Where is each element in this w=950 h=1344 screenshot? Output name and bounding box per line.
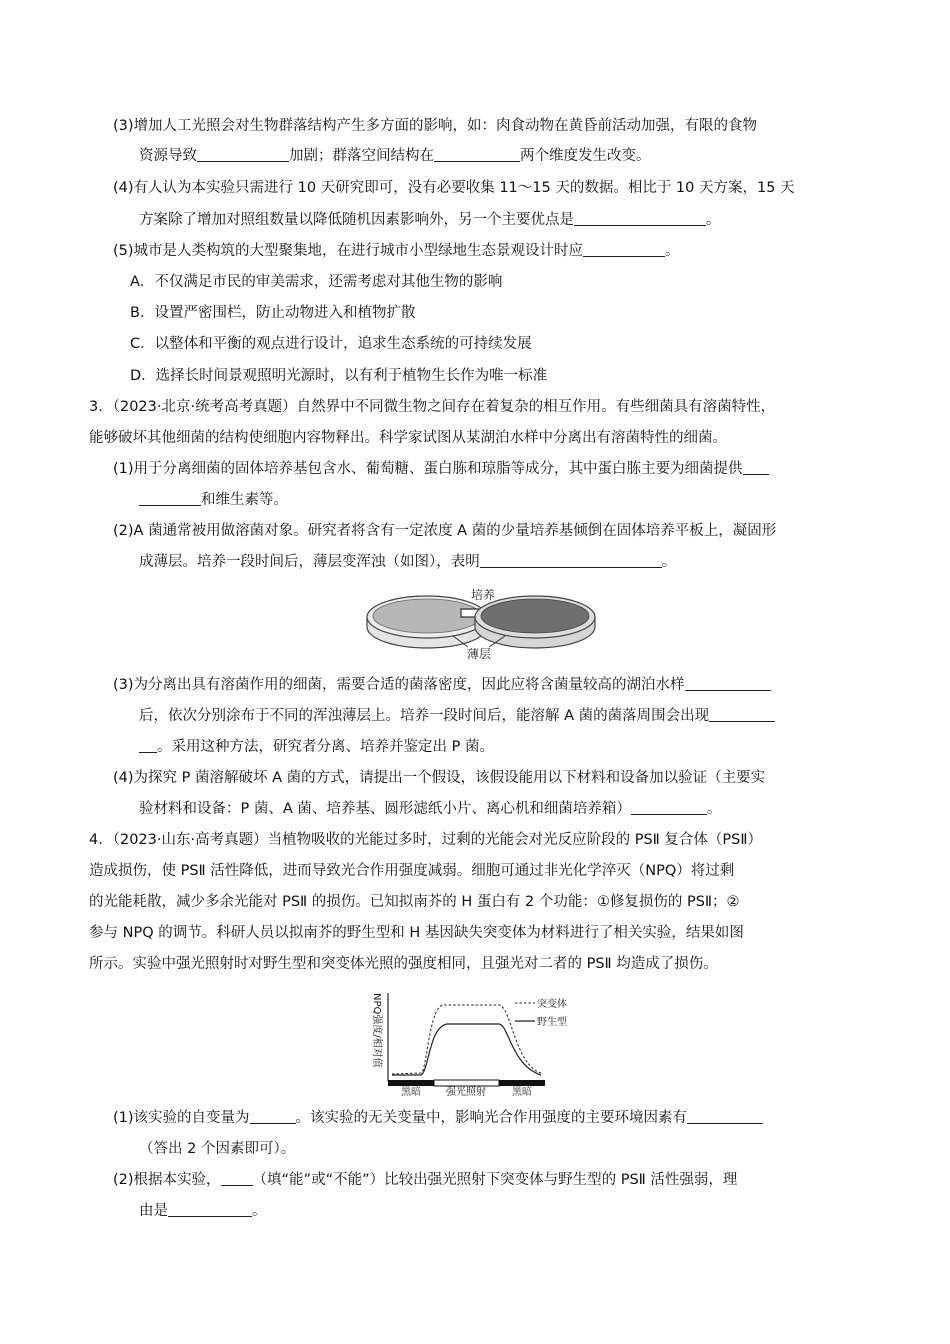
q4-sub2-text-d: 。 — [252, 1203, 267, 1219]
plate-after-culture — [475, 596, 595, 648]
q4-sub2-line2 — [139, 1201, 267, 1221]
q4-sub1-line1 — [113, 1108, 763, 1128]
plate-before-culture — [367, 596, 487, 648]
legend-wildtype-label: 野生型 — [537, 1017, 567, 1028]
q4-heading-line3: 的光能耗散，减少多余光能对 PSⅡ 的损伤。已知拟南芥的 H 蛋白有 2 个功能：①修复损伤的 PSⅡ；② — [89, 894, 740, 910]
q4-sub2-text-c: 由是 — [139, 1203, 168, 1219]
q2-sub3-text-b: 加剧；群落空间结构在 — [289, 148, 434, 164]
q3-heading-line1: 3．（2023·北京·统考高考真题）自然界中不同微生物之间存在着复杂的相互作用。有些细菌具有溶菌特性， — [89, 399, 776, 415]
q3-sub4-line2 — [139, 799, 721, 819]
q3-sub1-text-b: 和维生素等。 — [201, 492, 288, 508]
q3-sub4-text-a: 验材料和设备：P 菌、A 菌、培养基、圆形滤纸小片、离心机和细菌培养箱） — [139, 801, 631, 817]
q3-sub4-line1: (4)为探究 P 菌溶解破坏 A 菌的方式，请提出一个假设，该假设能用以下材料和设备加以验证（主要实 — [113, 770, 766, 786]
q2-sub3-answer-blank-2[interactable] — [434, 147, 520, 162]
q3-sub3-answer-blank-2b[interactable] — [139, 738, 157, 753]
q2-sub4-text-a: 方案除了增加对照组数量以降低随机因素影响外，另一个主要优点是 — [139, 212, 574, 228]
q3-sub3-text-b: 后，依次分别涂布于不同的浑浊薄层上。培养一段时间后，能溶解 A 菌的菌落周围会出现 — [139, 708, 710, 724]
q3-sub2-text-a: 成薄层。培养一段时间后，薄层变浑浊（如图），表明 — [139, 554, 480, 570]
q3-sub3-line1 — [113, 675, 771, 695]
q4-heading-line4: 参与 NPQ 的调节。科研人员以拟南芥的野生型和 H 基因缺失突变体为材料进行了相关实验，结果如图 — [89, 925, 744, 941]
q2-sub3-answer-blank-1[interactable] — [197, 147, 289, 162]
q2-sub5-text-b: 。 — [665, 243, 680, 259]
q2-sub4-answer-blank[interactable] — [574, 211, 706, 226]
y-axis-label: NPQ强度/相对值 — [371, 993, 382, 1068]
q4-sub2-answer-blank-1[interactable] — [221, 1171, 253, 1186]
q2-option-c[interactable]: C．以整体和平衡的观点进行设计，追求生态系统的可持续发展 — [130, 336, 532, 352]
q3-sub3-text-c: 。采用这种方法，研究者分离、培养并鉴定出 P 菌。 — [157, 739, 494, 755]
dark-period-bar-1 — [388, 1080, 434, 1086]
q2-sub3-text-c: 两个维度发生改变。 — [520, 148, 651, 164]
q2-sub5-answer-blank[interactable] — [583, 242, 665, 257]
q4-sub1-text-a: (1)该实验的自变量为 — [113, 1110, 250, 1126]
q3-sub1-text: (1)用于分离细菌的固体培养基包含水、葡萄糖、蛋白胨和琼脂等成分，其中蛋白胨主要为细菌提供 — [113, 461, 743, 477]
q3-sub3-text-a: (3)为分离出具有溶菌作用的细菌，需要合适的菌落密度，因此应将含菌量较高的湖泊水样 — [113, 677, 685, 693]
q4-sub1-text-b: 。该实验的无关变量中，影响光合作用强度的主要环境因素有 — [295, 1110, 688, 1126]
q4-sub1-answer-blank-1[interactable] — [250, 1109, 296, 1124]
q2-sub3-text-a: 资源导致 — [139, 148, 197, 164]
q2-option-d[interactable]: D．选择长时间景观照明光源时，以有利于植物生长作为唯一标准 — [130, 368, 548, 384]
series-wildtype-line — [392, 1024, 541, 1075]
q3-sub3-answer-blank-1[interactable] — [685, 676, 771, 691]
q2-option-b[interactable]: B．设置严密围栏，防止动物进入和植物扩散 — [130, 305, 416, 321]
q3-sub2-line2 — [139, 552, 676, 572]
q3-sub1-line2 — [139, 490, 288, 510]
legend-mutant-label: 突变体 — [537, 999, 567, 1010]
q4-heading-line2: 造成损伤，使 PSⅡ 活性降低，进而导致光合作用强度减弱。细胞可通过非光化学淬灭（NPQ）将过剩 — [89, 863, 735, 879]
light-period-bar — [434, 1080, 499, 1086]
q2-sub4-text-b: 。 — [706, 212, 721, 228]
x-segment-label-dark-1: 黑暗 — [401, 1087, 421, 1097]
q4-sub2-line1 — [113, 1170, 737, 1190]
q3-sub4-answer-blank[interactable] — [631, 800, 707, 815]
x-segment-label-dark-2: 黑暗 — [512, 1087, 532, 1097]
q2-sub4-line2 — [139, 210, 721, 230]
q3-sub1-answer-blank-part1[interactable] — [743, 460, 769, 475]
q3-sub3-line3 — [139, 737, 494, 757]
q2-sub5-line1 — [113, 241, 680, 261]
npq-line-chart — [365, 985, 595, 1097]
q4-sub1-answer-blank-2[interactable] — [687, 1109, 763, 1124]
q2-sub5-text-a: (5)城市是人类构筑的大型聚集地，在进行城市小型绿地生态景观设计时应 — [113, 243, 584, 259]
q3-sub2-text-b: 。 — [661, 554, 677, 570]
q3-sub3-answer-blank-2a[interactable] — [709, 707, 775, 722]
dark-period-bar-2 — [499, 1080, 545, 1086]
q3-heading-line2: 能够破坏其他细菌的结构使细胞内容物释出。科学家试图从某湖泊水样中分离出有溶菌特性的细菌。 — [89, 430, 727, 446]
q4-sub2-text-a: (2)根据本实验， — [113, 1172, 221, 1188]
q4-sub1-line2: （答出 2 个因素即可）。 — [139, 1141, 296, 1157]
label-culture: 培养 — [470, 588, 496, 602]
q3-sub2-line1: (2)A 菌通常被用做溶菌对象。研究者将含有一定浓度 A 菌的少量培养基倾倒在固体培养平板上，凝固形 — [113, 523, 777, 539]
q2-sub3-line1: (3)增加人工光照会对生物群落结构产生多方面的影响，如：肉食动物在黄昏前活动加强，有限的食物 — [113, 118, 758, 134]
q3-sub4-text-b: 。 — [706, 801, 722, 817]
x-segment-label-strong-light: 强光照射 — [446, 1087, 486, 1097]
q3-sub1-answer-blank-part2[interactable] — [139, 491, 201, 506]
petri-dish-figure — [355, 585, 605, 663]
q3-sub2-answer-blank[interactable] — [480, 553, 662, 568]
series-mutant-line — [392, 1005, 541, 1074]
q3-sub1-line1 — [113, 459, 769, 479]
q4-sub2-answer-blank-2[interactable] — [168, 1202, 252, 1217]
q3-sub3-line2 — [139, 706, 775, 726]
label-thin-layer: 薄层 — [466, 647, 492, 661]
q2-sub4-line1: (4)有人认为本实验只需进行 10 天研究即可，没有必要收集 11～15 天的数据。相比于 10 天方案，15 天 — [113, 180, 795, 196]
q4-sub2-text-b: （填“能”或“不能”）比较出强光照射下突变体与野生型的 PSⅡ 活性强弱，理 — [252, 1172, 738, 1188]
q2-sub3-line2 — [139, 146, 651, 166]
q2-option-a[interactable]: A．不仅满足市民的审美需求，还需考虑对其他生物的影响 — [130, 274, 503, 290]
q4-heading-line1: 4．（2023·山东·高考真题）当植物吸收的光能过多时，过剩的光能会对光反应阶段的 PSⅡ 复合体（PSⅡ） — [89, 832, 762, 848]
q4-heading-line5: 所示。实验中强光照射时对野生型和突变体光照的强度相同，且强光对二者的 PSⅡ 均造成了损伤。 — [89, 956, 718, 972]
